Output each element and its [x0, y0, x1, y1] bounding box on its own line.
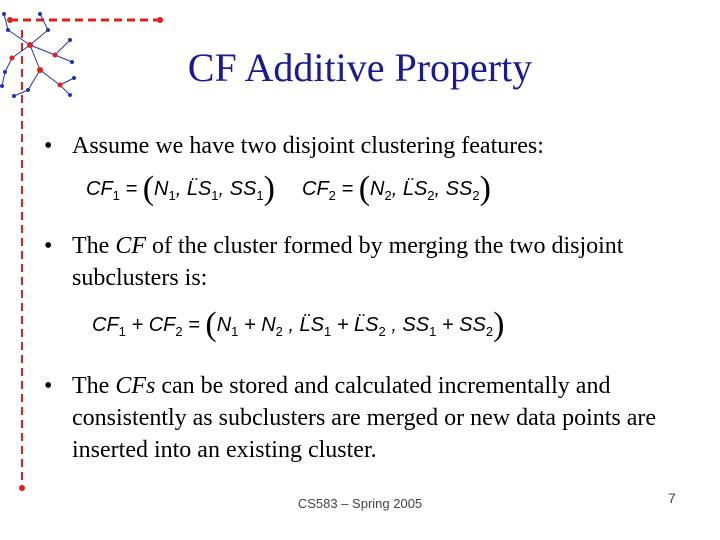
bullet-dot: • — [44, 233, 53, 259]
bullet-1-text: Assume we have two disjoint clustering features: — [72, 133, 544, 159]
bullet-3-text: The CFs can be stored and calculated incrementally and consistently as subclusters are merged or new data points are inserted into an existing cluster. — [72, 373, 657, 463]
slide-footer: CS583 – Spring 2005 — [297, 496, 423, 511]
bullet-2-text: The CF of the cluster formed by merging the two disjoint subclusters is: — [72, 233, 624, 291]
bullet-1 — [44, 130, 684, 162]
bullet-dot: • — [44, 133, 53, 159]
bullet-dot: • — [44, 373, 53, 399]
formula-cf2: $CF_2 = (N_2$, $L̈S_2$, $SS_2$) — [302, 170, 491, 207]
bullet-3 — [44, 370, 684, 466]
bullet-2 — [44, 230, 684, 294]
slide-title: CF Additive Property — [187, 45, 533, 90]
formula-merge: $CF_1 + CF_2 = (N_1 + N_2$ , $L̈S_1$ + $L̈S_2$ , $SS_1 + SS_2$) — [92, 306, 505, 343]
page-number: 7 — [668, 490, 676, 506]
formula-cf1: $CF_1 = (N_1$, $L̈S_1$, $SS_1$) — [86, 170, 275, 207]
